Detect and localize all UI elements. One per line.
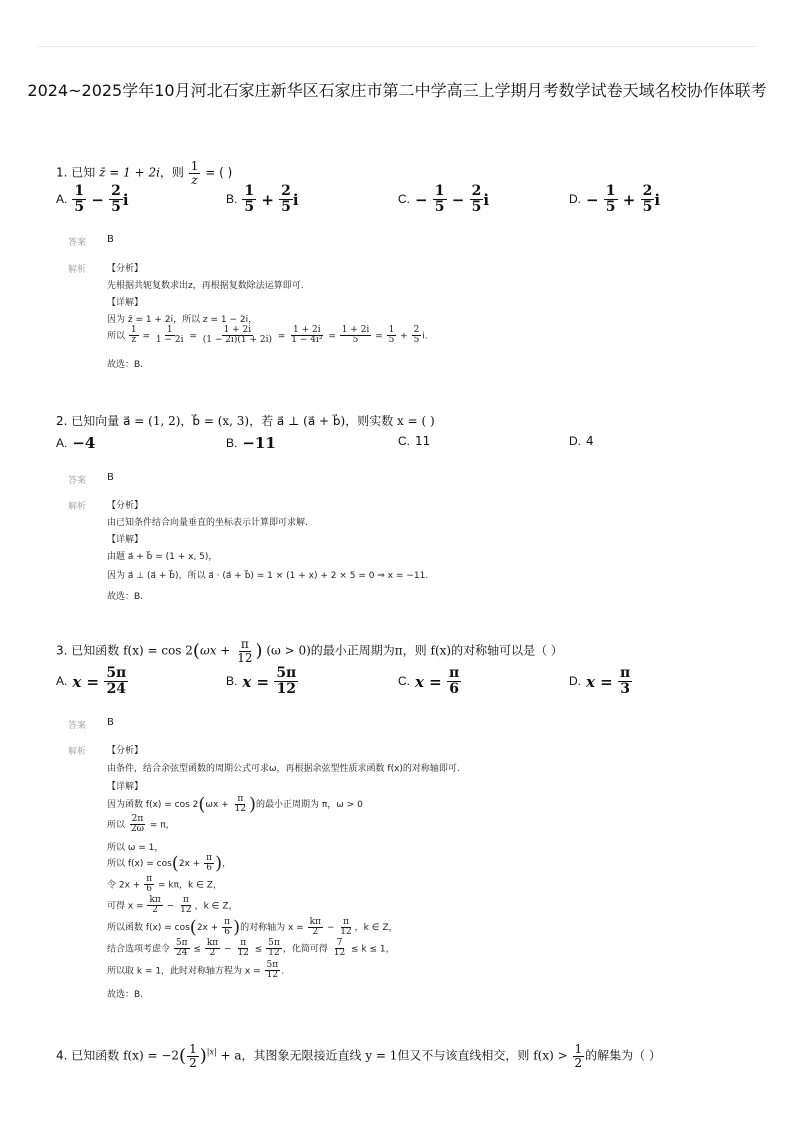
answer-label: 答案 [68, 238, 87, 248]
q1-option-c[interactable]: C. − $\frac{1}{5}$ − $\frac{2}{5}$ i [398, 183, 490, 216]
q1-option-b[interactable]: B. $\frac{1}{5}$ + $\frac{2}{5}$ i [226, 183, 299, 216]
analysis-label: 解析 [68, 265, 87, 275]
q2-option-c[interactable]: C. 11 [398, 434, 431, 448]
q3-option-b[interactable]: B. x = $\frac{5\pi}{12}$ [226, 665, 297, 698]
q3-option-a[interactable]: A. x = $\frac{5\pi}{24}$ [56, 665, 127, 698]
q2-option-d[interactable]: D. 4 [569, 434, 594, 448]
question-4: 4. 已知函数 f(x) = −2( $\frac{1}{2}$ )$^{|x|}$ + a，其图象无限接近直线 y = 1但又不与该直线相交，则 f(x) > $\frac{1}{2}$ 的解集为（ ） [56, 1042, 661, 1070]
q3-option-c[interactable]: C. x = $\frac{\pi}{6}$ [398, 665, 460, 698]
q2-option-b[interactable]: B. −11 [226, 434, 276, 452]
page-title: 2024~2025学年10月河北石家庄新华区石家庄市第二中学高三上学期月考数学试卷天域名校协作体联考 [27, 81, 767, 100]
question-2: 2. 已知向量 a⃗ = (1, 2)，b⃗ = (x, 3)，若 a⃗ ⊥ (a⃗ + b⃗)，则实数 x = ( ) [56, 414, 435, 428]
q1-answer: B [107, 234, 114, 245]
q1-option-a[interactable]: A. $\frac{1}{5}$ − $\frac{2}{5}$ i [56, 183, 129, 216]
question-1: 1. 已知 z̄ = 1 + 2i，则 $\frac{1}{z}$ = ( ) [56, 159, 233, 187]
question-3: 3. 已知函数 f(x) = cos 2(ωx + $\frac{\pi}{12}$ ) (ω > 0)的最小正周期为π，则 f(x)的对称轴可以是（ ） [56, 637, 563, 665]
q2-answer: B [107, 472, 114, 483]
top-divider [38, 46, 756, 47]
q1-solution-fraction: 所以 $\frac{1}{z}$ = $\frac{1}{1 - 2i}$ = $\frac{1 + 2i}{(1 - 2i)(1 + 2i)}$ = $\frac{1 + 2i}{\text{1 − 4i²}}$ = $\frac{1 + 2i}{5}$ = $\frac{1}{5}$ + $\frac{2}{5}$ i. [107, 325, 428, 346]
q2-option-a[interactable]: A. −4 [56, 434, 96, 452]
q3-answer: B [107, 717, 114, 728]
q3-option-d[interactable]: D. x = $\frac{\pi}{3}$ [569, 665, 631, 698]
q1-option-d[interactable]: D. − $\frac{1}{5}$ + $\frac{2}{5}$ i [569, 183, 661, 216]
